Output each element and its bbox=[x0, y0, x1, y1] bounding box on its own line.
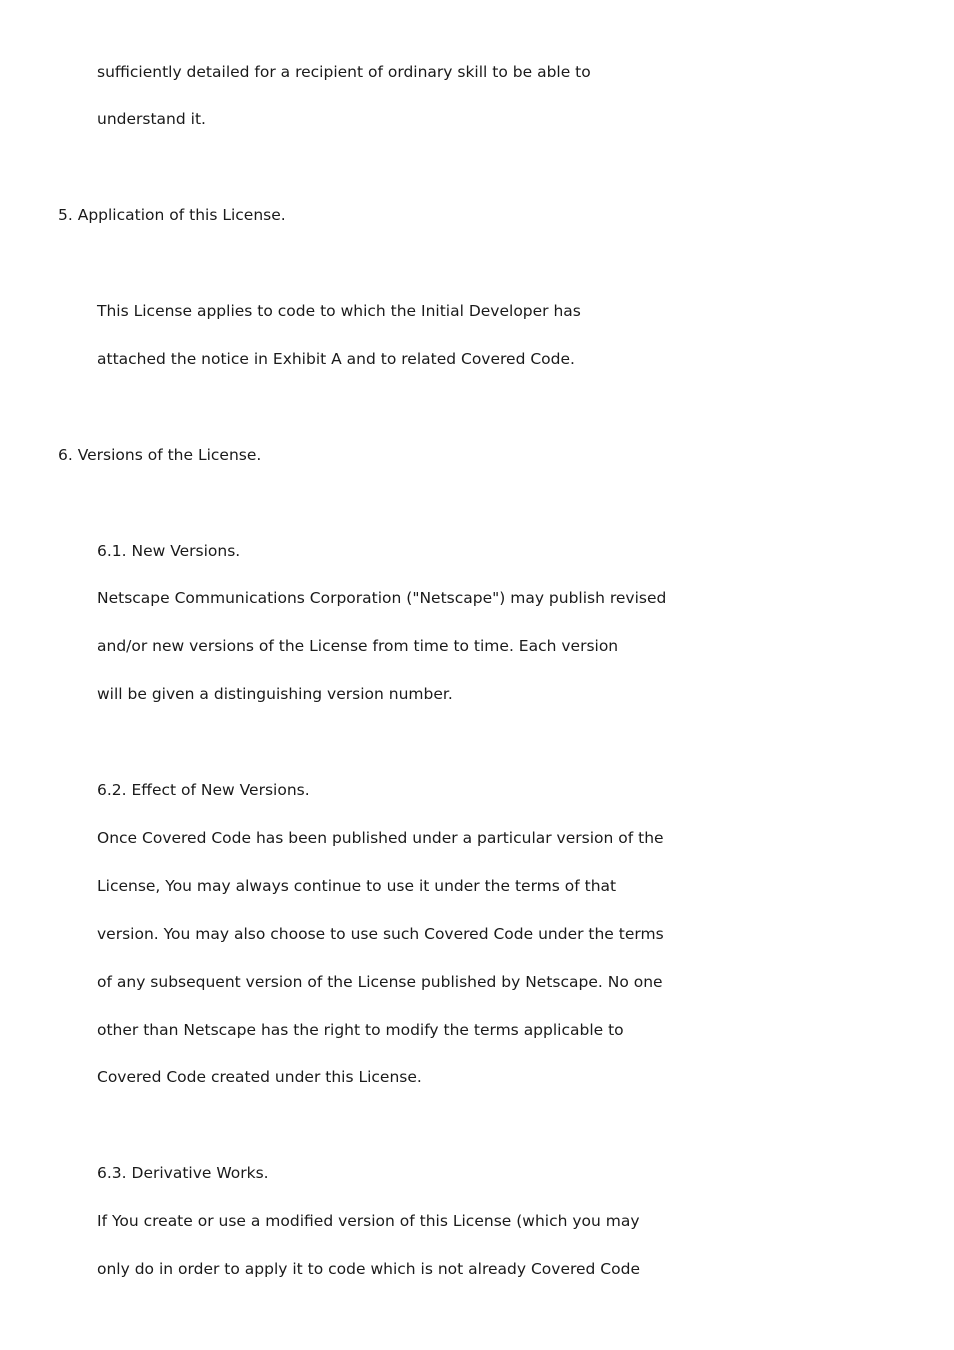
section-heading: 6. Versions of the License. bbox=[58, 446, 262, 464]
subsection-heading: 6.1. New Versions. bbox=[97, 542, 241, 560]
body-text-line: attached the notice in Exhibit A and to related Covered Code. bbox=[97, 350, 575, 368]
body-text-line: Covered Code created under this License. bbox=[97, 1068, 422, 1086]
body-text-line: and/or new versions of the License from time to time. Each version bbox=[97, 637, 619, 655]
section-heading: 5. Application of this License. bbox=[58, 206, 286, 224]
body-text-line: only do in order to apply it to code which is not already Covered Code bbox=[97, 1260, 640, 1278]
body-text-line: will be given a distinguishing version number. bbox=[97, 685, 453, 703]
body-text-line: Once Covered Code has been published under a particular version of the bbox=[97, 829, 664, 847]
body-text-line: sufficiently detailed for a recipient of ordinary skill to be able to bbox=[97, 63, 591, 81]
body-text-line: understand it. bbox=[97, 110, 206, 128]
body-text-line: other than Netscape has the right to modify the terms applicable to bbox=[97, 1021, 624, 1039]
body-text-line: If You create or use a modified version of this License (which you may bbox=[97, 1212, 640, 1230]
body-text-line: Netscape Communications Corporation ("Netscape") may publish revised bbox=[97, 589, 667, 607]
body-text-line: This License applies to code to which the Initial Developer has bbox=[97, 302, 581, 320]
body-text-line: License, You may always continue to use it under the terms of that bbox=[97, 877, 617, 895]
subsection-heading: 6.2. Effect of New Versions. bbox=[97, 781, 310, 799]
body-text-line: of any subsequent version of the License published by Netscape. No one bbox=[97, 973, 663, 991]
subsection-heading: 6.3. Derivative Works. bbox=[97, 1164, 269, 1182]
body-text-line: version. You may also choose to use such Covered Code under the terms bbox=[97, 925, 664, 943]
